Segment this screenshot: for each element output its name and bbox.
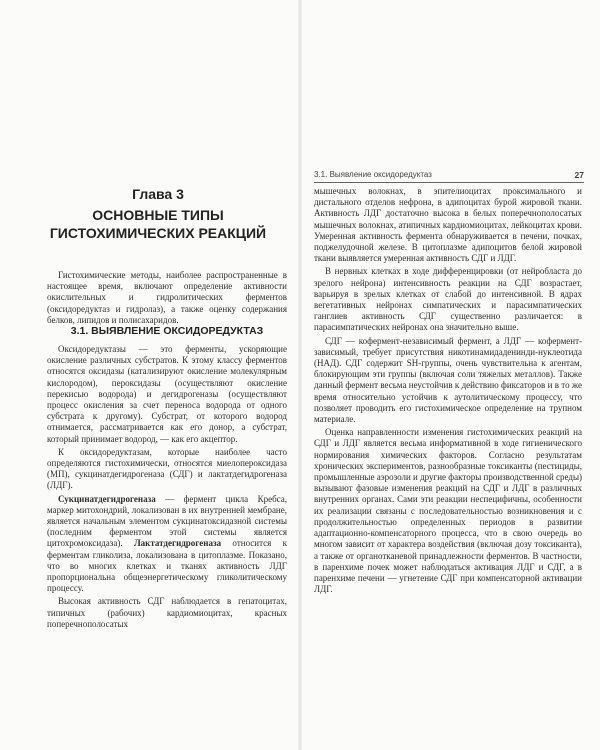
chapter-title-line-2: ГИСТОХИМИЧЕСКИХ РЕАКЦИЙ bbox=[49, 225, 267, 241]
running-head bbox=[314, 170, 584, 182]
paragraph-hygienic-assessment: Оценка направленности изменения гистохимических реакций на СДГ и ЛДГ является весьма информативной в ходе гигиенического нормирования химических факторов. Согласно результатам хронических экспериментов, разнообразные токсиканты (пестициды, промышленные аэрозоли и другие факторы производственной среды) вызывают фазовые изменения реакций на СДГ и ЛДГ в различных внутренних органах. Сами эти реакции неспецифичны, особенности их реализации связаны с последовательностью возникновения и с продолжительностью определенных периодов в развитии адаптационно-компенсаторного процесса, что в свою очередь во многом зависит от характера воздействия (включая дозу токсиканта), а также от органотканевой принадлежности ферментов. В частности, в паренхиме почек может наблюдаться активация ЛДГ и СДГ, а в паренхиме печени — угнетение СДГ при компенсаторной активации ЛДГ. bbox=[314, 427, 583, 595]
left-page bbox=[0, 0, 298, 750]
chapter-label: Глава 3 bbox=[132, 186, 184, 202]
chapter-title bbox=[38, 206, 278, 242]
ldh-description: относится к ферментам гликолиза, локализована в цитоплазме. Показано, что во многих клетках и тканях активность ЛДГ пропорциональна общеэнергетическому гликолитическому процессу. bbox=[47, 538, 288, 594]
paragraph-oxidoreductases: Оксидоредуктазы — это ферменты, ускоряющие окисление различных субстратов. К этому классу ферментов относятся оксидазы (катализируют окисление молекулярным кислородом), пероксидазы (осуществляют окисление перекисью водорода) и дегидрогеназы (осуществляют процесс окисления за счет переноса водорода от одного субстрата к другому). Субстрат, от которого водород отнимается, рассматривается как его донор, а субстрат, который принимает водород, — как его акцептор. bbox=[47, 344, 287, 444]
paragraph-continuation: мышечных волокнах, в эпителиоцитах проксимального и дистального отделов нефрона, в адипоцитах бурой жировой ткани. Активность ЛДГ достаточно высока в белых поперечнополосатых мышечных волокнах, атипичных кардиомиоцитах, лейкоцитах крови. Умеренная активность фермента обнаруживается в печени, почках, поджелудочной железе. В цитоплазме адипоцитов белой жировой ткани выявляется умеренная активность СДГ и ЛДГ. bbox=[314, 186, 582, 264]
paragraph-common-enzymes: К оксидоредуктазам, которые наиболее часто определяются гистохимически, относятся миелопероксидаза (МП), сукцинатдегидрогеназа (СДГ) и лактатдегидрогеназа (ЛДГ). bbox=[47, 446, 287, 491]
term-sdh: Сукцинатдегидрогеназа bbox=[58, 493, 156, 504]
section-heading: 3.1. ВЫЯВЛЕНИЕ ОКСИДОРЕДУКТАЗ bbox=[70, 325, 264, 337]
chapter-intro bbox=[47, 270, 287, 326]
intro-paragraph: Гистохимические методы, наиболее распространенные в настоящее время, включают определение активности окислительных и гидролитических ферментов (оксидоредуктаз и гидролаз), а также оценку содержания белков, липидов и полисахаридов. bbox=[47, 270, 287, 325]
header-rule bbox=[314, 182, 584, 183]
sdh-description: — фермент цикла Кребса, маркер митохондрий, локализован в их внутренней мембране, является начальным элементом сукцинатоксидазной системы (последним ферментом этой системы является цитохромоксидаза). bbox=[47, 493, 287, 549]
paragraph-sdh-activity: Высокая активность СДГ наблюдается в гепатоцитах, типичных (рабочих) кардиомиоцитах, красных поперечнополосатых bbox=[47, 596, 287, 629]
right-body-text bbox=[314, 186, 582, 597]
paragraph-nerve-cells: В нервных клетках в ходе дифференцировки (от нейробласта до зрелого нейрона) интенсивность реакции на СДГ возрастает, варьируя в зрелых клетках от слабой до интенсивной. В ядрах вегетативных нейронах симпатических и парасимпатических ганглиев активность СДГ существенно различается: в парасимпатических нейронах она значительно выше. bbox=[314, 266, 582, 333]
right-page bbox=[302, 0, 600, 750]
paragraph-sdh-ldh bbox=[47, 494, 287, 595]
page-number: 27 bbox=[574, 170, 584, 180]
running-title: 3.1. Выявление оксидоредуктаз bbox=[314, 170, 432, 179]
paragraph-coenzyme: СДГ — кофермент-независимый фермент, а ЛДГ — кофермент-зависимый, требует присутствия никотинамидаденинди-нуклеотида (НАД). СДГ содержит SH-группы, очень чувствительна к агентам, блокирующим эти группы (включая соли тяжелых металлов). Также данный фермент весьма неустойчив к действию фиксаторов и в то же время относительно устойчив к аутолитическому процессу, что позволяет проводить его гистохимическое определение на трупном материале. bbox=[314, 335, 582, 425]
term-ldh: Лактатдегидрогеназа bbox=[133, 538, 222, 549]
chapter-title-line-1: ОСНОВНЫЕ ТИПЫ bbox=[92, 207, 224, 223]
left-body-text bbox=[47, 344, 287, 632]
